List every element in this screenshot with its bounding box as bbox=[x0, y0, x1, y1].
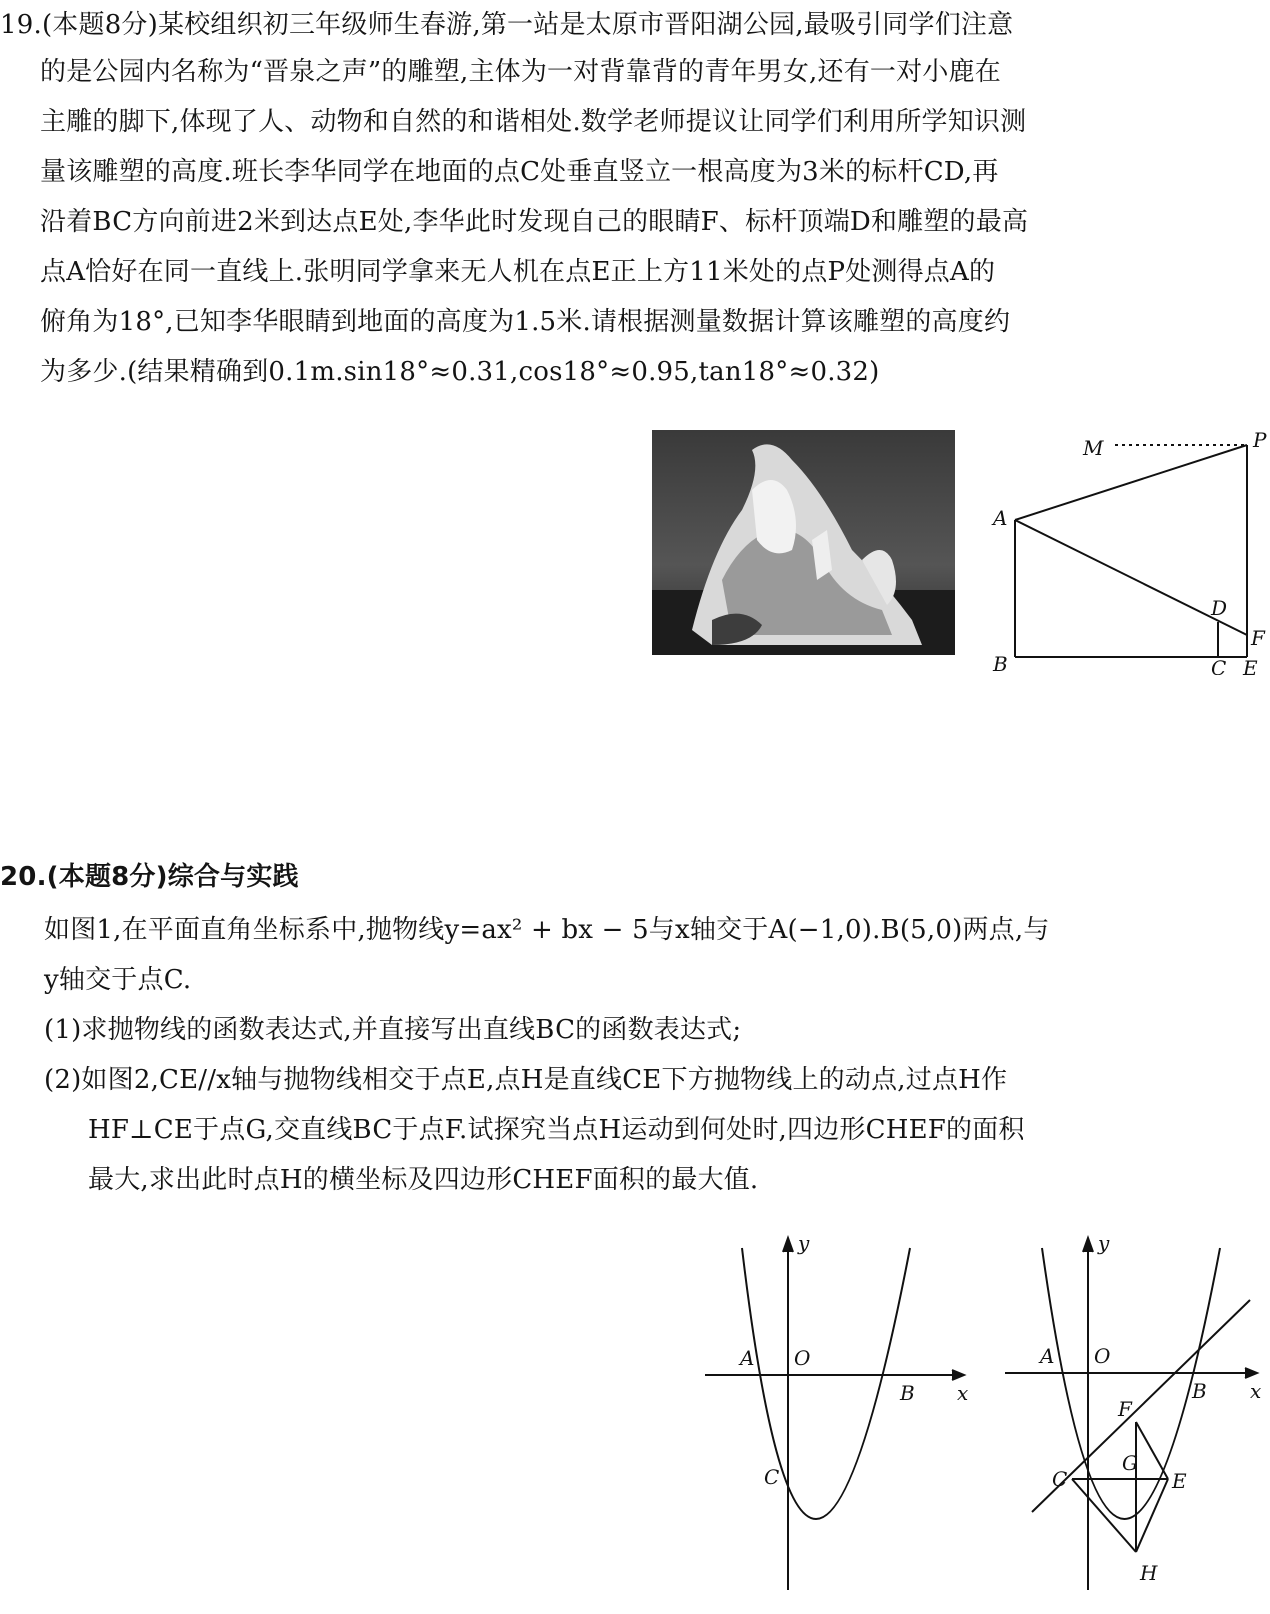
segment-fe bbox=[1136, 1422, 1168, 1479]
q20-title: 20.(本题8分)综合与实践 bbox=[0, 862, 299, 892]
q20-part-2-line-3: 最大,求出此时点H的横坐标及四边形CHEF面积的最大值. bbox=[88, 1165, 759, 1195]
label-e: E bbox=[1243, 656, 1258, 675]
q19-line-4: 量该雕塑的高度.班长李华同学在地面的点C处垂直竖立一根高度为3米的标杆CD,再 bbox=[40, 157, 999, 187]
fig2-label-g: G bbox=[1122, 1451, 1138, 1475]
q20-part-2-line-1: (2)如图2,CE//x轴与抛物线相交于点E,点H是直线CE下方抛物线上的动点,过点H作 bbox=[44, 1065, 1008, 1095]
q19-line-8: 为多少.(结果精确到0.1m.sin18°≈0.31,cos18°≈0.95,tan18°≈0.32) bbox=[40, 357, 880, 387]
label-a: A bbox=[993, 506, 1008, 530]
fig1-label-o: O bbox=[794, 1346, 811, 1370]
fig2-label-f: F bbox=[1118, 1397, 1132, 1421]
fig2-label-x: x bbox=[1250, 1379, 1262, 1403]
label-b: B bbox=[993, 652, 1008, 675]
fig2-label-c: C bbox=[1052, 1467, 1068, 1491]
q19-line-3: 主雕的脚下,体现了人、动物和自然的和谐相处.数学老师提议让同学们利用所学知识测 bbox=[40, 107, 1027, 137]
label-f: F bbox=[1251, 626, 1265, 650]
label-d: D bbox=[1211, 596, 1228, 620]
label-c: C bbox=[1211, 656, 1227, 675]
fig1-label-a: A bbox=[740, 1346, 755, 1370]
sculpture-photo bbox=[652, 430, 955, 655]
fig1-label-c: C bbox=[764, 1465, 780, 1489]
fig1-label-b: B bbox=[900, 1381, 915, 1405]
fig2-label-o: O bbox=[1094, 1344, 1111, 1368]
label-p: P bbox=[1253, 428, 1267, 452]
q19-line-6: 点A恰好在同一直线上.张明同学拿来无人机在点E正上方11米处的点P处测得点A的 bbox=[40, 257, 996, 287]
q20-part-1: (1)求抛物线的函数表达式,并直接写出直线BC的函数表达式; bbox=[44, 1015, 742, 1045]
q20-part-2-line-2: HF⊥CE于点G,交直线BC于点F.试探究当点H运动到何处时,四边形CHEF的面积 bbox=[88, 1115, 1025, 1145]
q20-figure-1 bbox=[700, 1230, 980, 1610]
q19-figure bbox=[985, 425, 1270, 675]
q20-line-1: 如图1,在平面直角坐标系中,抛物线y=ax² + bx − 5与x轴交于A(−1,0).B(5,0)两点,与 bbox=[44, 915, 1050, 945]
q20-line-2: y轴交于点C. bbox=[44, 965, 192, 995]
fig1-label-x: x bbox=[957, 1381, 969, 1405]
fig2-label-e: E bbox=[1172, 1469, 1187, 1493]
label-m: M bbox=[1083, 436, 1104, 460]
q19-line-5: 沿着BC方向前进2米到达点E处,李华此时发现自己的眼睛F、标杆顶端D和雕塑的最高 bbox=[40, 207, 1029, 237]
segment-he bbox=[1136, 1479, 1168, 1552]
q19-line-1: 19.(本题8分)某校组织初三年级师生春游,第一站是太原市晋阳湖公园,最吸引同学们注意 bbox=[0, 10, 1014, 40]
q20-figure-2 bbox=[1000, 1230, 1268, 1610]
fig2-label-b: B bbox=[1192, 1379, 1207, 1403]
q19-line-2: 的是公园内名称为“晋泉之声”的雕塑,主体为一对背靠背的青年男女,还有一对小鹿在 bbox=[40, 57, 1001, 87]
fig1-label-y: y bbox=[798, 1231, 810, 1255]
segment-ap bbox=[1015, 445, 1247, 520]
fig2-label-h: H bbox=[1140, 1561, 1158, 1585]
q19-line-7: 俯角为18°,已知李华眼睛到地面的高度为1.5米.请根据测量数据计算该雕塑的高度约 bbox=[40, 307, 1011, 337]
fig2-label-a: A bbox=[1040, 1344, 1055, 1368]
fig2-label-y: y bbox=[1098, 1231, 1110, 1255]
segment-ch bbox=[1072, 1479, 1136, 1552]
